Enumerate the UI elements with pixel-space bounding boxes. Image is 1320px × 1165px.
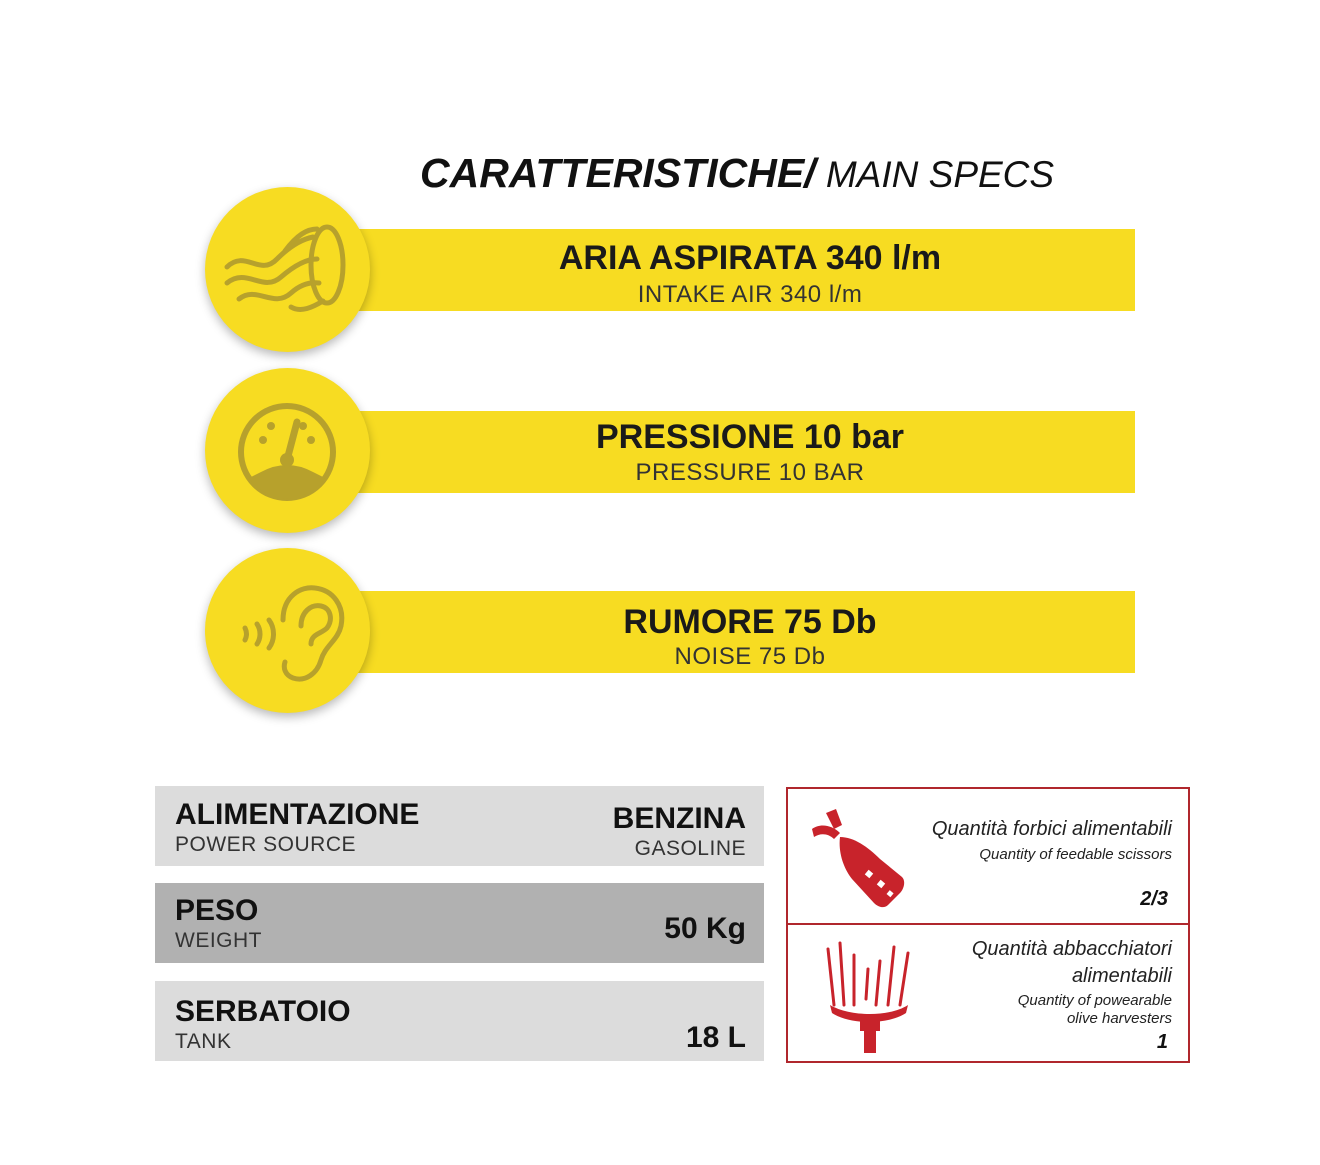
spec-sublabel: NOISE 75 Db [674, 643, 826, 670]
row-sublabel: TANK [175, 1030, 232, 1053]
spec-pressure [205, 368, 1140, 533]
table-row-weight [155, 883, 764, 963]
accessory-title-line2: alimentabili [1071, 965, 1172, 987]
airflow-icon [205, 187, 370, 352]
olive-harvester-icon [820, 939, 920, 1057]
accessories-box [786, 787, 1190, 1063]
row-value: 18 L [685, 1021, 746, 1054]
title-sub: MAIN SPECS [815, 154, 1055, 195]
spec-circle [205, 187, 370, 352]
spec-intake-air [205, 187, 1140, 352]
spec-label: RUMORE 75 Db [623, 603, 877, 641]
spec-circle [205, 368, 370, 533]
pressure-gauge-icon [205, 368, 370, 533]
accessory-title: Quantità forbici alimentabili [931, 818, 1172, 840]
spec-label: ARIA ASPIRATA 340 l/m [558, 239, 942, 277]
title-main: CARATTERISTICHE/ [420, 150, 816, 196]
row-sublabel: WEIGHT [175, 929, 262, 952]
row-value: BENZINA [612, 802, 746, 835]
spec-noise [205, 548, 1140, 713]
spec-circle [205, 548, 370, 713]
accessory-value: 2/3 [1140, 888, 1168, 910]
table-row-power-source [155, 786, 764, 866]
pruning-shears-icon [806, 807, 916, 911]
accessory-title-line1: Quantità abbacchiatori [971, 938, 1172, 960]
row-label: PESO [175, 894, 259, 927]
spec-sublabel: PRESSURE 10 BAR [635, 459, 865, 486]
table-row-tank [155, 981, 764, 1061]
accessory-subtitle-line2: olive harvesters [1066, 1010, 1172, 1027]
row-label: SERBATOIO [175, 995, 351, 1028]
spec-sublabel: INTAKE AIR 340 l/m [637, 281, 863, 308]
accessory-subtitle: Quantity of feedable scissors [979, 846, 1172, 863]
ear-icon [205, 548, 370, 713]
row-value: 50 Kg [664, 912, 746, 945]
row-subvalue: GASOLINE [634, 837, 746, 860]
row-label: ALIMENTAZIONE [175, 798, 420, 831]
row-sublabel: POWER SOURCE [175, 833, 357, 856]
accessories-divider [788, 923, 1188, 925]
accessory-subtitle-line1: Quantity of powearable [1017, 992, 1172, 1009]
accessory-value: 1 [1156, 1031, 1168, 1053]
spec-label: PRESSIONE 10 bar [595, 418, 904, 456]
